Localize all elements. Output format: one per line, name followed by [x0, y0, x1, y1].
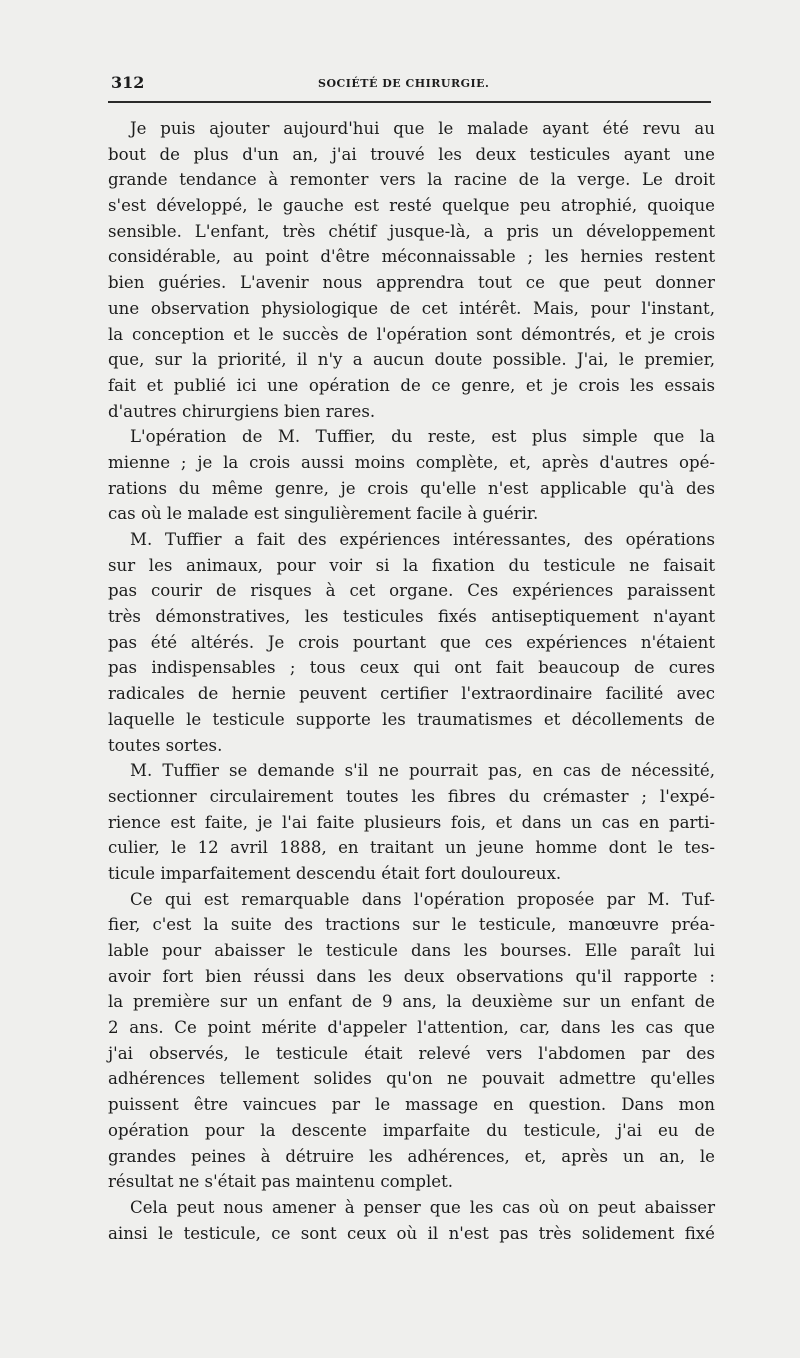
- text-line: pas été altérés. Je crois pourtant que ces expériences n'étaient: [108, 632, 715, 652]
- body-text: [108, 116, 715, 1246]
- text-line: Ce qui est remarquable dans l'opération proposée par M. Tuf-: [130, 889, 715, 909]
- text-line: adhérences tellement solides qu'on ne pouvait admettre qu'elles: [108, 1069, 715, 1089]
- text-line: pas indispensables ; tous ceux qui ont fait beaucoup de cures: [108, 658, 715, 678]
- text-line: avoir fort bien réussi dans les deux observations qu'il rapporte :: [108, 966, 715, 986]
- text-line: la première sur un enfant de 9 ans, la deuxième sur un enfant de: [108, 992, 715, 1012]
- text-line: très démonstratives, les testicules fixés antiseptiquement n'ayant: [108, 607, 715, 627]
- text-line: Cela peut nous amener à penser que les cas où on peut abaisser: [130, 1197, 715, 1217]
- text-line: j'ai observés, le testicule était relevé vers l'abdomen par des: [108, 1043, 715, 1063]
- text-line: ticule imparfaitement descendu était fort douloureux.: [108, 863, 562, 883]
- text-line: opération pour la descente imparfaite du testicule, j'ai eu de: [108, 1120, 715, 1140]
- text-line: rience est faite, je l'ai faite plusieurs fois, et dans un cas en parti-: [108, 812, 715, 832]
- text-line: grande tendance à remonter vers la racine de la verge. Le droit: [108, 170, 715, 190]
- text-line: cas où le malade est singulièrement facile à guérir.: [108, 504, 539, 524]
- text-line: grandes peines à détruire les adhérences, et, après un an, le: [108, 1146, 715, 1166]
- text-line: L'opération de M. Tuffier, du reste, est plus simple que la: [130, 427, 715, 447]
- text-line: pas courir de risques à cet organe. Ces expériences paraissent: [108, 581, 715, 601]
- running-head: SOCIÉTÉ DE CHIRURGIE.: [318, 77, 490, 90]
- text-line: la conception et le succès de l'opération sont démontrés, et je crois: [108, 324, 715, 344]
- text-line: résultat ne s'était pas maintenu complet.: [108, 1172, 454, 1192]
- text-line: sur les animaux, pour voir si la fixation du testicule ne faisait: [108, 555, 715, 575]
- text-line: Je puis ajouter aujourd'hui que le malade ayant été revu au: [130, 119, 715, 138]
- text-line: considérable, au point d'être méconnaissable ; les hernies restent: [108, 247, 715, 267]
- page-header: [108, 73, 711, 97]
- text-line: une observation physiologique de cet intérêt. Mais, pour l'instant,: [108, 298, 715, 318]
- text-line: sectionner circulairement toutes les fibres du crémaster ; l'expé-: [108, 786, 715, 806]
- text-line: laquelle le testicule supporte les traumatismes et décollements de: [108, 709, 715, 729]
- text-line: bien guéries. L'avenir nous apprendra tout ce que peut donner: [108, 273, 715, 293]
- text-line: rations du même genre, je crois qu'elle n'est applicable qu'à des: [108, 478, 715, 498]
- text-line: fait et publié ici une opération de ce genre, et je crois les essais: [108, 375, 715, 395]
- text-line: ainsi le testicule, ce sont ceux où il n'est pas très solidement fixé: [108, 1223, 715, 1243]
- page-number: 312: [111, 73, 145, 92]
- text-line: sensible. L'enfant, très chétif jusque-là, a pris un développement: [108, 221, 715, 241]
- text-line: fier, c'est la suite des tractions sur le testicule, manœuvre préa-: [108, 915, 715, 935]
- text-line: toutes sortes.: [108, 735, 223, 755]
- text-line: M. Tuffier a fait des expériences intéressantes, des opérations: [130, 530, 715, 549]
- text-line: mienne ; je la crois aussi moins complète, et, après d'autres opé-: [108, 452, 715, 472]
- text-line: s'est développé, le gauche est resté quelque peu atrophié, quoique: [108, 196, 715, 216]
- text-line: culier, le 12 avril 1888, en traitant un jeune homme dont le tes-: [108, 838, 715, 858]
- text-line: 2 ans. Ce point mérite d'appeler l'attention, car, dans les cas que: [108, 1018, 715, 1038]
- text-line: radicales de hernie peuvent certifier l'extraordinaire facilité avec: [108, 684, 715, 704]
- text-line: M. Tuffier se demande s'il ne pourrait pas, en cas de nécessité,: [130, 761, 715, 781]
- text-line: d'autres chirurgiens bien rares.: [108, 401, 376, 421]
- text-line: puissent être vaincues par le massage en question. Dans mon: [108, 1095, 715, 1115]
- text-line: que, sur la priorité, il n'y a aucun doute possible. J'ai, le premier,: [108, 350, 715, 370]
- header-rule: [108, 101, 711, 103]
- text-line: lable pour abaisser le testicule dans les bourses. Elle paraît lui: [108, 941, 715, 960]
- text-line: bout de plus d'un an, j'ai trouvé les deux testicules ayant une: [108, 144, 715, 164]
